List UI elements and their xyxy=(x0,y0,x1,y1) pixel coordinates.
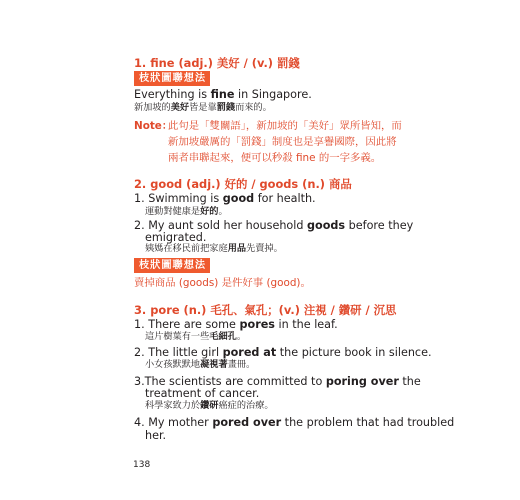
section-3-example-3-en-line-2: treatment of cancer. xyxy=(145,387,260,400)
section-2-example-1-en: 1. Swimming is good for health. xyxy=(134,192,316,205)
section-3-example-3-en-line-1: 3.The scientists are committed to poring over the xyxy=(134,375,421,388)
section-3-heading: 3. pore (n.) 毛孔、氣孔；(v.) 注視 / 鑽研 / 沉思 xyxy=(134,303,397,317)
section-2-example-1-zh: 運動對健康是好的。 xyxy=(145,206,228,217)
note-line-2: 新加坡嚴厲的「罰錢」制度也是享譽國際，因此將 xyxy=(168,136,397,148)
section-2-tag: 枝狀圖聯想法 xyxy=(134,258,210,273)
section-3-example-4-en-line-2: her. xyxy=(145,429,167,442)
note-label: Note： xyxy=(134,120,173,132)
section-2-summary: 賣掉商品 (goods) 是件好事 (good)。 xyxy=(134,277,311,289)
section-2-example-2-zh: 姨媽在移民前把家庭用品先賣掉。 xyxy=(145,243,283,254)
section-3-example-1-en: 1. There are some pores in the leaf. xyxy=(134,318,338,331)
section-2-example-2-en-line-1: 2. My aunt sold her household goods before they xyxy=(134,219,414,232)
section-1-example-en: Everything is fine in Singapore. xyxy=(134,88,312,101)
section-2-heading: 2. good (adj.) 好的 / goods (n.) 商品 xyxy=(134,177,352,191)
section-3-example-2-en: 2. The little girl pored at the picture book in silence. xyxy=(134,346,432,359)
section-1-heading: 1. fine (adj.) 美好 / (v.) 罰錢 xyxy=(134,56,300,70)
section-3-example-1-zh: 這片樹葉有一些毛細孔。 xyxy=(145,331,247,342)
section-2-example-2-en-line-2: emigrated. xyxy=(145,231,207,244)
section-3-example-3-zh: 科學家致力於鑽研癌症的治療。 xyxy=(145,400,274,411)
section-1-example-zh: 新加坡的美好皆是靠罰錢而來的。 xyxy=(134,102,272,113)
section-1-tag: 枝狀圖聯想法 xyxy=(134,71,210,86)
section-3-example-2-zh: 小女孩默默地凝視著畫冊。 xyxy=(145,359,256,370)
section-3-example-4-en-line-1: 4. My mother pored over the problem that had troubled xyxy=(134,416,455,429)
note-line-3: 兩者串聯起來，便可以秒殺 fine 的一字多義。 xyxy=(168,152,382,164)
note-line-1: 此句是「雙關語」，新加坡的「美好」眾所皆知，而 xyxy=(168,120,402,132)
page-number: 138 xyxy=(133,460,151,470)
